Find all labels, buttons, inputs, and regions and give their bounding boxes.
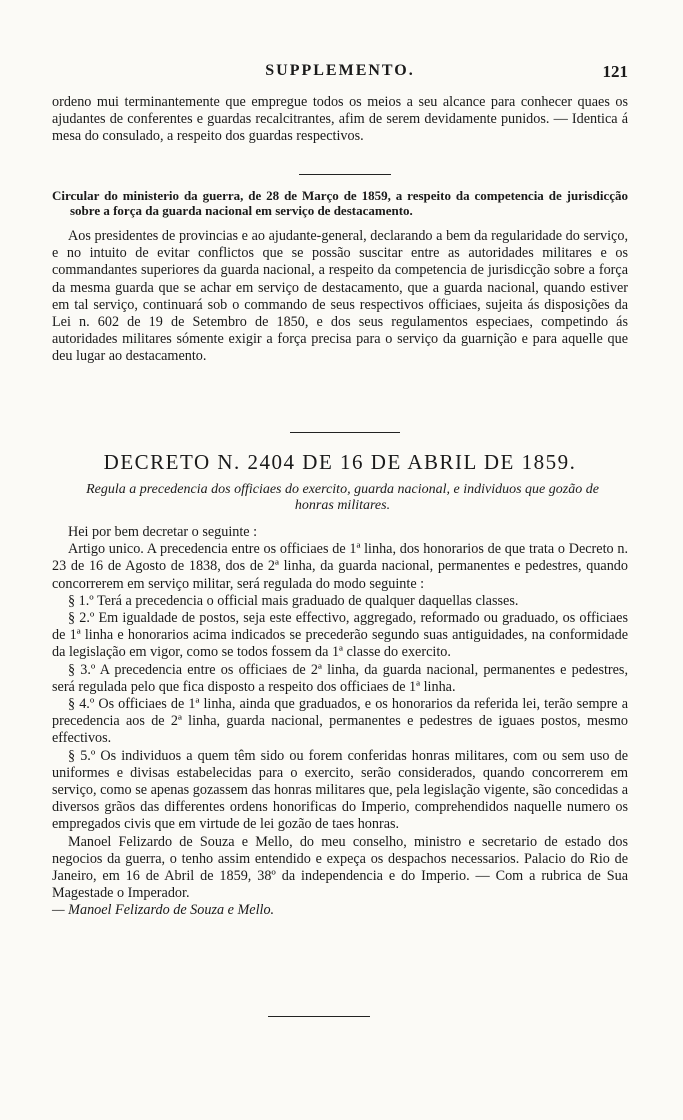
circular-title: Circular do ministerio da guerra, de 28 de Março de 1859, a respeito da competencia de jurisdicção sobre a força da guarda nacional em serviço de destacamento.	[52, 188, 628, 218]
decree-paragraph-5: § 5.º Os individuos a quem têm sido ou forem conferidas honras militares, com ou sem uso de uniformes e divisas estabelecidas para o exercito, serão considerados, quando concorrerem em serviço, como se apenas gozassem das honras militares que, pela legislação vigente, são concedidas a diversos grãos das differentes ordens honorificas do Imperio, comprehendidos naquelle numero os empregados civis que em virtude de lei gozão de taes honras.	[52, 747, 628, 833]
running-head: SUPPLEMENTO.	[265, 62, 415, 79]
page-header	[52, 62, 628, 86]
circular-section	[52, 188, 628, 366]
page-number: 121	[602, 62, 628, 81]
divider	[268, 1016, 370, 1017]
decree-signature: — Manoel Felizardo de Souza e Mello.	[52, 902, 275, 919]
intro-paragraph: ordeno mui terminantemente que empregue todos os meios a seu alcance para conhecer quaes os ajudantes de conferentes e guardas recalcitrantes, afim de serem devidamente punidos. — Identica á mesa do consulado, a respeito dos guardas respectivos.	[52, 94, 628, 145]
divider	[299, 174, 391, 175]
decree-closing: Manoel Felizardo de Souza e Mello, do meu conselho, ministro e secretario de estado dos negocios da guerra, o tenho assim entendido e expeça os despachos necessarios. Palacio do Rio de Janeiro, em 16 de Abril de 1859, 38º da independencia e do Imperio. — Com a rubrica de Sua Magestade o Imperador.	[52, 833, 628, 902]
decree-paragraph-4: § 4.º Os officiaes de 1ª linha, ainda que graduados, e os honorarios da referida lei, terão sempre a precedencia aos de 2ª linha, guarda nacional, permanentes e pedestres de iguaes postos, mesmo effectivos.	[52, 696, 628, 747]
decree-body	[52, 524, 628, 920]
decree-paragraph-1: § 1.º Terá a precedencia o official mais graduado de qualquer daquellas classes.	[68, 592, 519, 609]
decree-title: DECRETO N. 2404 DE 16 DE ABRIL DE 1859.	[103, 450, 577, 474]
decree-article: Artigo unico. A precedencia entre os officiaes de 1ª linha, dos honorarios de que trata o Decreto n. 23 de 16 de Agosto de 1838, dos de 2ª linha, da guarda nacional, permanentes e pedestres, quando concorrerem em serviço militar, será regulada do modo seguinte :	[52, 541, 628, 592]
decree-subtitle: Regula a precedencia dos officiaes do exercito, guarda nacional, e individuos que gozão de honras militares.	[86, 482, 599, 513]
divider	[290, 432, 400, 433]
decree-opening: Hei por bem decretar o seguinte :	[68, 524, 258, 540]
circular-body: Aos presidentes de provincias e ao ajudante-general, declarando a bem da regularidade do serviço, e no intuito de evitar conflictos que se possão suscitar entre as autoridades militares e os commandantes superiores da guarda nacional, a respeito da competencia de jurisdicção sobre a força da mesma guarda que se achar em serviço de destacamento, que a guarda nacional, quando estiver em tal serviço, continuará sob o commando de seus respectivos officiaes, sujeita ás disposições da Lei n. 602 de 19 de Setembro de 1850, e dos seus regulamentos especiaes, competindo ás autoridades militares sómente exigir a força precisa para o serviço da guarnição e para aquelle que deu lugar ao destacamento.	[52, 228, 628, 365]
decree-paragraph-2: § 2.º Em igualdade de postos, seja este effectivo, aggregado, reformado ou graduado, os officiaes de 1ª linha e honorarios acima indicados se precederão segundo suas antiguidades, na conformidade da legislação em vigor, como se todos fossem da 1ª classe do exercito.	[52, 610, 628, 661]
intro-section	[52, 94, 628, 146]
decree-paragraph-3: § 3.º A precedencia entre os officiaes de 2ª linha, da guarda nacional, permanentes e pedestres, será regulada pelo que fica disposto a respeito dos officiaes de 1ª linha.	[52, 661, 628, 695]
